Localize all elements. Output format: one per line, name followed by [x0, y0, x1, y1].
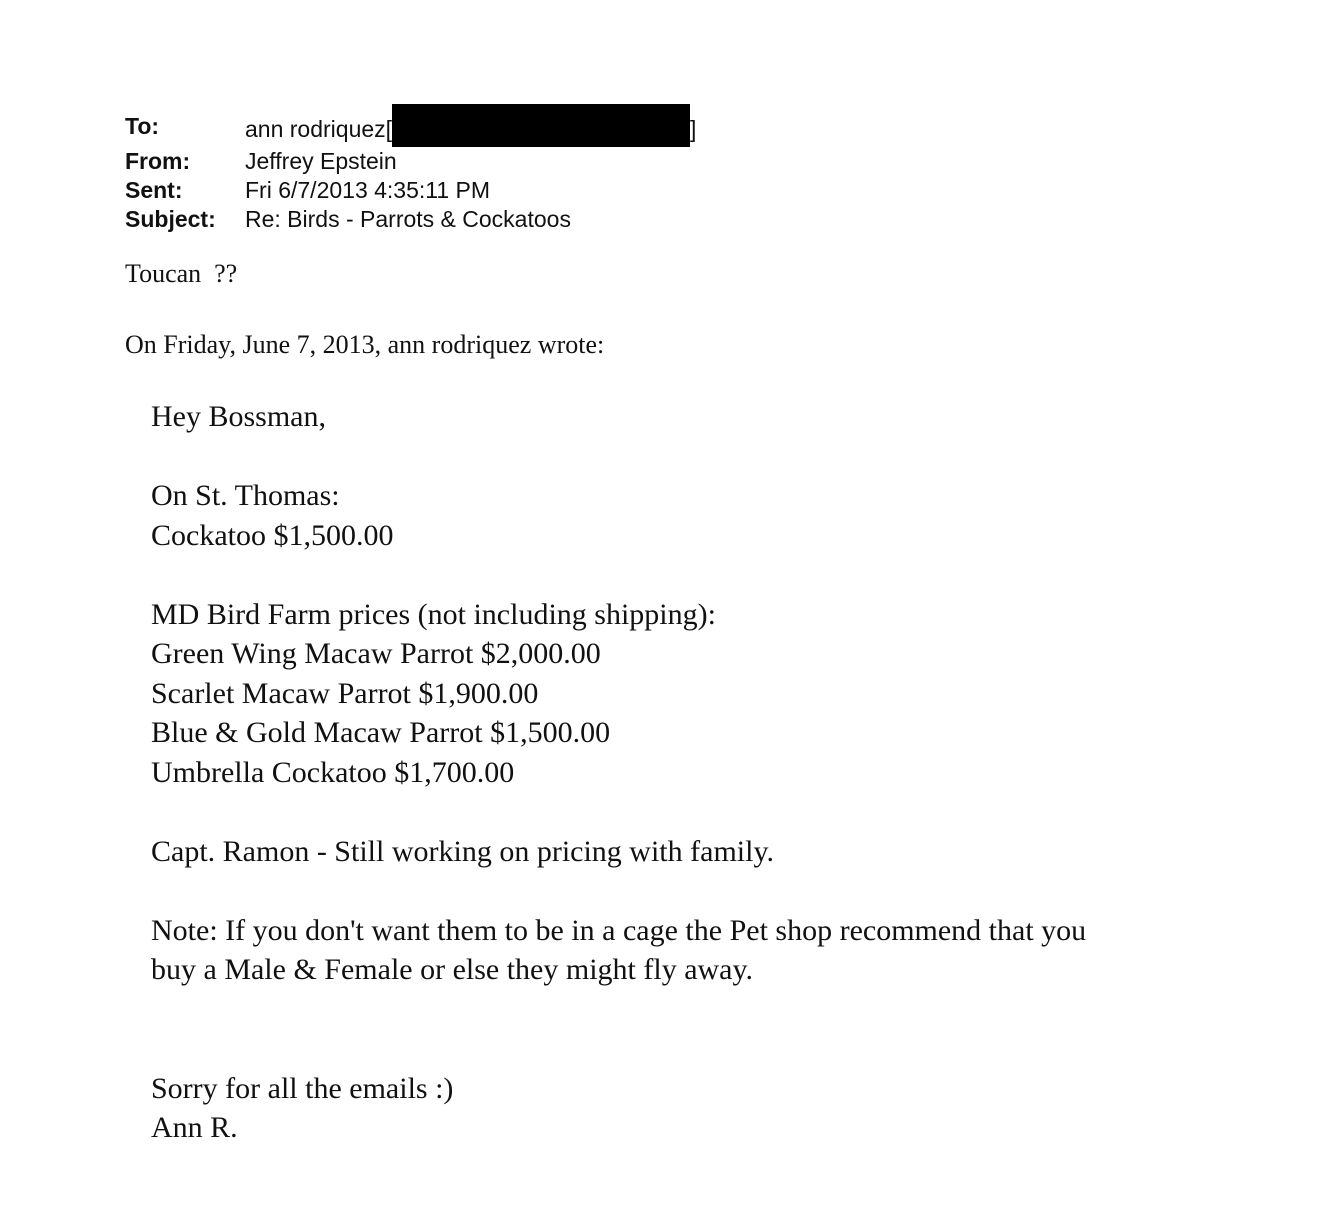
st-thomas-item: Cockatoo $1,500.00 [151, 518, 394, 552]
subject-label: Subject: [125, 206, 216, 232]
header-sent-row [125, 176, 696, 205]
list-item: Blue & Gold Macaw Parrot $1,500.00 [151, 716, 611, 749]
quoted-message [151, 397, 1086, 1148]
reply-text: Toucan ?? [125, 259, 238, 288]
to-label: To: [125, 113, 160, 139]
greeting: Hey Bossman, [151, 400, 326, 433]
header-subject-row [125, 205, 696, 234]
sent-label: Sent: [125, 177, 183, 203]
header-to-row [125, 112, 696, 147]
closing: Sorry for all the emails :) [151, 1071, 454, 1105]
to-value [245, 112, 696, 147]
farm-heading: MD Bird Farm prices (not including shipping): [151, 597, 716, 631]
list-item: Umbrella Cockatoo $1,700.00 [151, 755, 515, 789]
sent-value: Fri 6/7/2013 4:35:11 PM [245, 177, 491, 203]
capt-note: Capt. Ramon - Still working on pricing with family. [151, 834, 774, 868]
from-label: From: [125, 148, 191, 174]
list-item: Scarlet Macaw Parrot $1,900.00 [151, 676, 539, 710]
redaction-block [392, 104, 690, 147]
header-from-row [125, 147, 696, 176]
to-recipient: ann rodriquez[ [245, 116, 393, 142]
list-item: Green Wing Macaw Parrot $2,000.00 [151, 637, 601, 670]
from-value: Jeffrey Epstein [245, 148, 397, 174]
st-thomas-heading: On St. Thomas: [151, 479, 340, 512]
note-line-1: Note: If you don't want them to be in a cage the Pet shop recommend that you [151, 913, 1087, 947]
signature: Ann R. [151, 1111, 238, 1144]
subject-value: Re: Birds - Parrots & Cockatoos [245, 206, 571, 232]
quote-attribution: On Friday, June 7, 2013, ann rodriquez wrote: [125, 330, 605, 359]
to-bracket-close: ] [690, 116, 697, 142]
email-header [125, 112, 696, 234]
note-line-2: buy a Male & Female or else they might fly away. [151, 953, 754, 986]
